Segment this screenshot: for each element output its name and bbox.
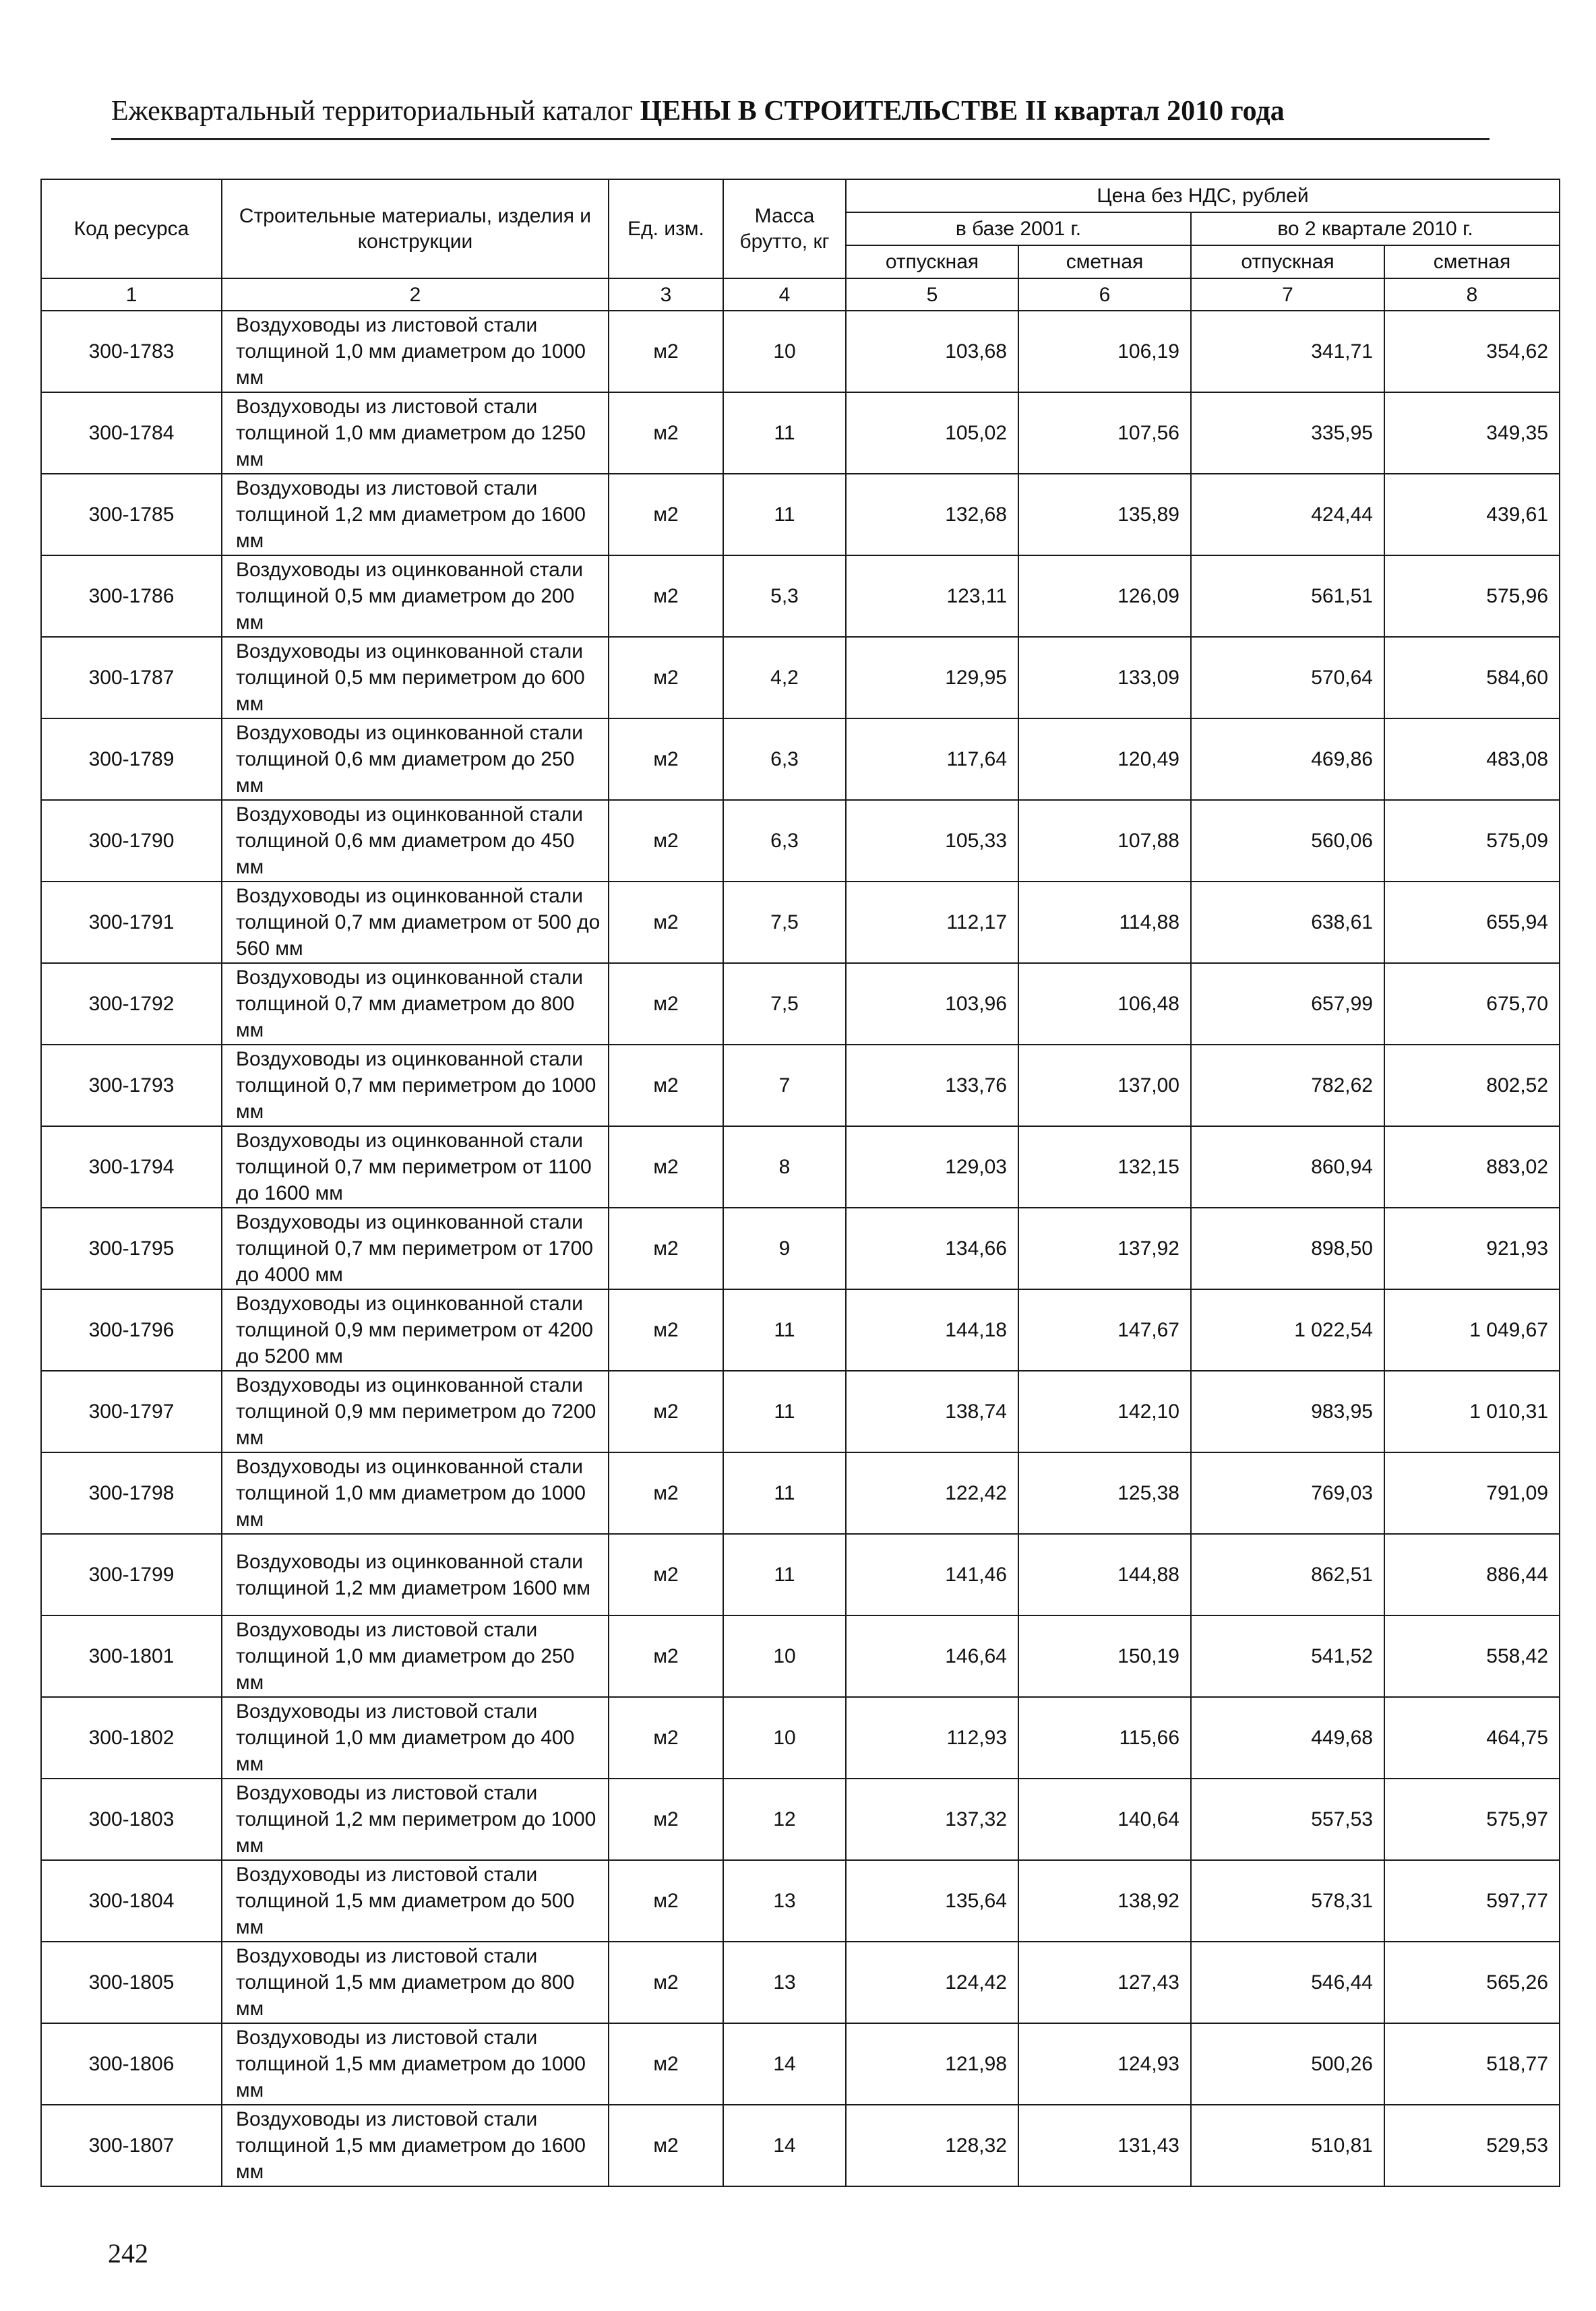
resource-code: 300-1792 (41, 963, 222, 1045)
material-description: Воздуховоды из листовой стали толщиной 1,0 мм диаметром до 1250 мм (222, 392, 609, 474)
unit-cell: м2 (609, 637, 723, 718)
material-description: Воздуховоды из листовой стали толщиной 1,5 мм диаметром до 500 мм (222, 1860, 609, 1942)
estimate-price-2010: 575,97 (1384, 1779, 1560, 1860)
estimate-price-2010: 349,35 (1384, 392, 1560, 474)
unit-cell: м2 (609, 1126, 723, 1208)
table-row (41, 800, 1560, 882)
resource-code: 300-1784 (41, 392, 222, 474)
header-unit: Ед. изм. (609, 179, 723, 278)
resource-code: 300-1789 (41, 718, 222, 800)
estimate-price-2001: 120,49 (1018, 718, 1191, 800)
material-description: Воздуховоды из оцинкованной стали толщиной 0,6 мм диаметром до 450 мм (222, 800, 609, 882)
mass-cell: 11 (723, 1289, 846, 1371)
release-price-2010: 557,53 (1191, 1779, 1384, 1860)
release-price-2010: 449,68 (1191, 1697, 1384, 1779)
resource-code: 300-1801 (41, 1615, 222, 1697)
material-description: Воздуховоды из оцинкованной стали толщиной 0,9 мм периметром от 4200 до 5200 мм (222, 1289, 609, 1371)
header-base-2001: в базе 2001 г. (846, 212, 1191, 245)
release-price-2001: 124,42 (846, 1942, 1018, 2023)
release-price-2001: 133,76 (846, 1045, 1018, 1126)
unit-cell: м2 (609, 1208, 723, 1289)
release-price-2010: 657,99 (1191, 963, 1384, 1045)
estimate-price-2010: 791,09 (1384, 1452, 1560, 1534)
estimate-price-2010: 597,77 (1384, 1860, 1560, 1942)
release-price-2010: 638,61 (1191, 882, 1384, 963)
estimate-price-2010: 558,42 (1384, 1615, 1560, 1697)
table-row (41, 1697, 1560, 1779)
material-description: Воздуховоды из оцинкованной стали толщиной 1,2 мм диаметром 1600 мм (222, 1534, 609, 1615)
table-row (41, 1942, 1560, 2023)
table-row (41, 1371, 1560, 1452)
header-divider (111, 138, 1490, 140)
release-price-2010: 570,64 (1191, 637, 1384, 718)
page-number: 242 (108, 2238, 148, 2269)
table-row (41, 474, 1560, 555)
mass-cell: 13 (723, 1860, 846, 1942)
estimate-price-2010: 483,08 (1384, 718, 1560, 800)
page-header (111, 94, 1493, 128)
estimate-price-2001: 106,48 (1018, 963, 1191, 1045)
release-price-2001: 146,64 (846, 1615, 1018, 1697)
estimate-price-2001: 127,43 (1018, 1942, 1191, 2023)
unit-cell: м2 (609, 474, 723, 555)
estimate-price-2001: 137,00 (1018, 1045, 1191, 1126)
header-estimate-price-2001: сметная (1018, 245, 1191, 278)
catalog-title: ЦЕНЫ В СТРОИТЕЛЬСТВЕ (640, 96, 1018, 127)
price-table (40, 179, 1560, 2187)
release-price-2010: 469,86 (1191, 718, 1384, 800)
mass-cell: 10 (723, 311, 846, 392)
unit-cell: м2 (609, 1045, 723, 1126)
resource-code: 300-1799 (41, 1534, 222, 1615)
estimate-price-2001: 133,09 (1018, 637, 1191, 718)
estimate-price-2001: 140,64 (1018, 1779, 1191, 1860)
release-price-2010: 424,44 (1191, 474, 1384, 555)
mass-cell: 11 (723, 474, 846, 555)
table-row (41, 637, 1560, 718)
estimate-price-2010: 518,77 (1384, 2023, 1560, 2105)
table-row (41, 2023, 1560, 2105)
resource-code: 300-1798 (41, 1452, 222, 1534)
column-number: 4 (723, 278, 846, 311)
unit-cell: м2 (609, 800, 723, 882)
mass-cell: 14 (723, 2105, 846, 2186)
header-price-group: Цена без НДС, рублей (846, 179, 1560, 212)
unit-cell: м2 (609, 1289, 723, 1371)
material-description: Воздуховоды из оцинкованной стали толщиной 0,5 мм диаметром до 200 мм (222, 555, 609, 637)
release-price-2010: 341,71 (1191, 311, 1384, 392)
estimate-price-2010: 575,96 (1384, 555, 1560, 637)
release-price-2010: 510,81 (1191, 2105, 1384, 2186)
release-price-2010: 500,26 (1191, 2023, 1384, 2105)
resource-code: 300-1793 (41, 1045, 222, 1126)
material-description: Воздуховоды из листовой стали толщиной 1,0 мм диаметром до 250 мм (222, 1615, 609, 1697)
header-q2-2010: во 2 квартале 2010 г. (1191, 212, 1560, 245)
mass-cell: 14 (723, 2023, 846, 2105)
release-price-2001: 138,74 (846, 1371, 1018, 1452)
material-description: Воздуховоды из листовой стали толщиной 1,0 мм диаметром до 1000 мм (222, 311, 609, 392)
mass-cell: 10 (723, 1697, 846, 1779)
table-row (41, 311, 1560, 392)
estimate-price-2010: 464,75 (1384, 1697, 1560, 1779)
resource-code: 300-1785 (41, 474, 222, 555)
unit-cell: м2 (609, 392, 723, 474)
resource-code: 300-1794 (41, 1126, 222, 1208)
release-price-2010: 335,95 (1191, 392, 1384, 474)
unit-cell: м2 (609, 1452, 723, 1534)
release-price-2001: 121,98 (846, 2023, 1018, 2105)
estimate-price-2010: 921,93 (1384, 1208, 1560, 1289)
table-row (41, 1126, 1560, 1208)
release-price-2010: 983,95 (1191, 1371, 1384, 1452)
material-description: Воздуховоды из листовой стали толщиной 1,2 мм периметром до 1000 мм (222, 1779, 609, 1860)
header-release-price-2001: отпускная (846, 245, 1018, 278)
resource-code: 300-1790 (41, 800, 222, 882)
release-price-2001: 112,93 (846, 1697, 1018, 1779)
estimate-price-2010: 1 049,67 (1384, 1289, 1560, 1371)
mass-cell: 11 (723, 1534, 846, 1615)
estimate-price-2001: 150,19 (1018, 1615, 1191, 1697)
column-number: 1 (41, 278, 222, 311)
resource-code: 300-1795 (41, 1208, 222, 1289)
estimate-price-2010: 439,61 (1384, 474, 1560, 555)
mass-cell: 7,5 (723, 882, 846, 963)
release-price-2001: 129,95 (846, 637, 1018, 718)
mass-cell: 10 (723, 1615, 846, 1697)
resource-code: 300-1802 (41, 1697, 222, 1779)
unit-cell: м2 (609, 1779, 723, 1860)
release-price-2001: 129,03 (846, 1126, 1018, 1208)
header-release-price-2010: отпускная (1191, 245, 1384, 278)
unit-cell: м2 (609, 882, 723, 963)
estimate-price-2001: 114,88 (1018, 882, 1191, 963)
estimate-price-2010: 584,60 (1384, 637, 1560, 718)
estimate-price-2001: 126,09 (1018, 555, 1191, 637)
release-price-2001: 117,64 (846, 718, 1018, 800)
resource-code: 300-1797 (41, 1371, 222, 1452)
unit-cell: м2 (609, 1615, 723, 1697)
unit-cell: м2 (609, 1860, 723, 1942)
release-price-2010: 860,94 (1191, 1126, 1384, 1208)
estimate-price-2010: 886,44 (1384, 1534, 1560, 1615)
table-row (41, 963, 1560, 1045)
column-number: 2 (222, 278, 609, 311)
mass-cell: 7,5 (723, 963, 846, 1045)
estimate-price-2001: 125,38 (1018, 1452, 1191, 1534)
release-price-2001: 135,64 (846, 1860, 1018, 1942)
table-row (41, 718, 1560, 800)
estimate-price-2001: 124,93 (1018, 2023, 1191, 2105)
unit-cell: м2 (609, 555, 723, 637)
resource-code: 300-1804 (41, 1860, 222, 1942)
mass-cell: 9 (723, 1208, 846, 1289)
header-materials: Строительные материалы, изделия и конструкции (222, 179, 609, 278)
release-price-2001: 137,32 (846, 1779, 1018, 1860)
table-row (41, 2105, 1560, 2186)
table-row (41, 882, 1560, 963)
release-price-2010: 782,62 (1191, 1045, 1384, 1126)
header-row (41, 179, 1560, 212)
header-estimate-price-2010: сметная (1384, 245, 1560, 278)
resource-code: 300-1787 (41, 637, 222, 718)
estimate-price-2001: 131,43 (1018, 2105, 1191, 2186)
unit-cell: м2 (609, 1371, 723, 1452)
material-description: Воздуховоды из оцинкованной стали толщиной 0,5 мм периметром до 600 мм (222, 637, 609, 718)
release-price-2001: 105,02 (846, 392, 1018, 474)
column-number-row (41, 278, 1560, 311)
catalog-period: II квартал 2010 года (1024, 96, 1285, 127)
material-description: Воздуховоды из листовой стали толщиной 1,5 мм диаметром до 800 мм (222, 1942, 609, 2023)
mass-cell: 5,3 (723, 555, 846, 637)
column-number: 6 (1018, 278, 1191, 311)
table-row (41, 555, 1560, 637)
mass-cell: 12 (723, 1779, 846, 1860)
table-row (41, 392, 1560, 474)
mass-cell: 7 (723, 1045, 846, 1126)
resource-code: 300-1806 (41, 2023, 222, 2105)
estimate-price-2001: 115,66 (1018, 1697, 1191, 1779)
table-row (41, 1208, 1560, 1289)
estimate-price-2001: 144,88 (1018, 1534, 1191, 1615)
material-description: Воздуховоды из оцинкованной стали толщиной 0,6 мм диаметром до 250 мм (222, 718, 609, 800)
release-price-2001: 103,96 (846, 963, 1018, 1045)
estimate-price-2010: 565,26 (1384, 1942, 1560, 2023)
release-price-2010: 561,51 (1191, 555, 1384, 637)
material-description: Воздуховоды из листовой стали толщиной 1,2 мм диаметром до 1600 мм (222, 474, 609, 555)
material-description: Воздуховоды из оцинкованной стали толщиной 1,0 мм диаметром до 1000 мм (222, 1452, 609, 1534)
release-price-2010: 546,44 (1191, 1942, 1384, 2023)
estimate-price-2010: 802,52 (1384, 1045, 1560, 1126)
resource-code: 300-1805 (41, 1942, 222, 2023)
estimate-price-2010: 1 010,31 (1384, 1371, 1560, 1452)
estimate-price-2010: 883,02 (1384, 1126, 1560, 1208)
unit-cell: м2 (609, 1942, 723, 2023)
mass-cell: 8 (723, 1126, 846, 1208)
unit-cell: м2 (609, 963, 723, 1045)
estimate-price-2001: 142,10 (1018, 1371, 1191, 1452)
resource-code: 300-1783 (41, 311, 222, 392)
release-price-2001: 144,18 (846, 1289, 1018, 1371)
release-price-2010: 541,52 (1191, 1615, 1384, 1697)
estimate-price-2001: 107,56 (1018, 392, 1191, 474)
release-price-2001: 123,11 (846, 555, 1018, 637)
unit-cell: м2 (609, 2023, 723, 2105)
mass-cell: 4,2 (723, 637, 846, 718)
estimate-price-2001: 132,15 (1018, 1126, 1191, 1208)
header-code: Код ресурса (41, 179, 222, 278)
release-price-2010: 862,51 (1191, 1534, 1384, 1615)
resource-code: 300-1786 (41, 555, 222, 637)
material-description: Воздуховоды из оцинкованной стали толщиной 0,7 мм диаметром до 800 мм (222, 963, 609, 1045)
estimate-price-2010: 655,94 (1384, 882, 1560, 963)
release-price-2010: 769,03 (1191, 1452, 1384, 1534)
table-row (41, 1045, 1560, 1126)
release-price-2001: 112,17 (846, 882, 1018, 963)
table-row (41, 1534, 1560, 1615)
release-price-2001: 122,42 (846, 1452, 1018, 1534)
estimate-price-2010: 354,62 (1384, 311, 1560, 392)
release-price-2001: 134,66 (846, 1208, 1018, 1289)
release-price-2010: 578,31 (1191, 1860, 1384, 1942)
table-row (41, 1860, 1560, 1942)
release-price-2001: 128,32 (846, 2105, 1018, 2186)
column-number: 3 (609, 278, 723, 311)
unit-cell: м2 (609, 311, 723, 392)
release-price-2010: 560,06 (1191, 800, 1384, 882)
estimate-price-2001: 137,92 (1018, 1208, 1191, 1289)
material-description: Воздуховоды из оцинкованной стали толщиной 0,7 мм периметром от 1700 до 4000 мм (222, 1208, 609, 1289)
release-price-2001: 105,33 (846, 800, 1018, 882)
unit-cell: м2 (609, 1697, 723, 1779)
release-price-2001: 132,68 (846, 474, 1018, 555)
unit-cell: м2 (609, 2105, 723, 2186)
mass-cell: 6,3 (723, 800, 846, 882)
resource-code: 300-1803 (41, 1779, 222, 1860)
material-description: Воздуховоды из оцинкованной стали толщиной 0,9 мм периметром до 7200 мм (222, 1371, 609, 1452)
material-description: Воздуховоды из листовой стали толщиной 1,0 мм диаметром до 400 мм (222, 1697, 609, 1779)
mass-cell: 11 (723, 1371, 846, 1452)
header-mass: Масса брутто, кг (723, 179, 846, 278)
release-price-2010: 1 022,54 (1191, 1289, 1384, 1371)
estimate-price-2001: 147,67 (1018, 1289, 1191, 1371)
estimate-price-2001: 138,92 (1018, 1860, 1191, 1942)
catalog-name: Ежеквартальный территориальный каталог (111, 96, 634, 127)
table-row (41, 1615, 1560, 1697)
release-price-2001: 103,68 (846, 311, 1018, 392)
estimate-price-2001: 107,88 (1018, 800, 1191, 882)
estimate-price-2010: 675,70 (1384, 963, 1560, 1045)
unit-cell: м2 (609, 1534, 723, 1615)
mass-cell: 13 (723, 1942, 846, 2023)
material-description: Воздуховоды из оцинкованной стали толщиной 0,7 мм периметром от 1100 до 1600 мм (222, 1126, 609, 1208)
table-row (41, 1289, 1560, 1371)
mass-cell: 11 (723, 392, 846, 474)
estimate-price-2001: 135,89 (1018, 474, 1191, 555)
estimate-price-2010: 575,09 (1384, 800, 1560, 882)
column-number: 5 (846, 278, 1018, 311)
release-price-2001: 141,46 (846, 1534, 1018, 1615)
resource-code: 300-1807 (41, 2105, 222, 2186)
material-description: Воздуховоды из оцинкованной стали толщиной 0,7 мм периметром до 1000 мм (222, 1045, 609, 1126)
column-number: 8 (1384, 278, 1560, 311)
material-description: Воздуховоды из листовой стали толщиной 1,5 мм диаметром до 1600 мм (222, 2105, 609, 2186)
table-row (41, 1452, 1560, 1534)
column-number: 7 (1191, 278, 1384, 311)
material-description: Воздуховоды из листовой стали толщиной 1,5 мм диаметром до 1000 мм (222, 2023, 609, 2105)
resource-code: 300-1796 (41, 1289, 222, 1371)
mass-cell: 11 (723, 1452, 846, 1534)
material-description: Воздуховоды из оцинкованной стали толщиной 0,7 мм диаметром от 500 до 560 мм (222, 882, 609, 963)
unit-cell: м2 (609, 718, 723, 800)
estimate-price-2010: 529,53 (1384, 2105, 1560, 2186)
release-price-2010: 898,50 (1191, 1208, 1384, 1289)
table-row (41, 1779, 1560, 1860)
estimate-price-2001: 106,19 (1018, 311, 1191, 392)
mass-cell: 6,3 (723, 718, 846, 800)
resource-code: 300-1791 (41, 882, 222, 963)
